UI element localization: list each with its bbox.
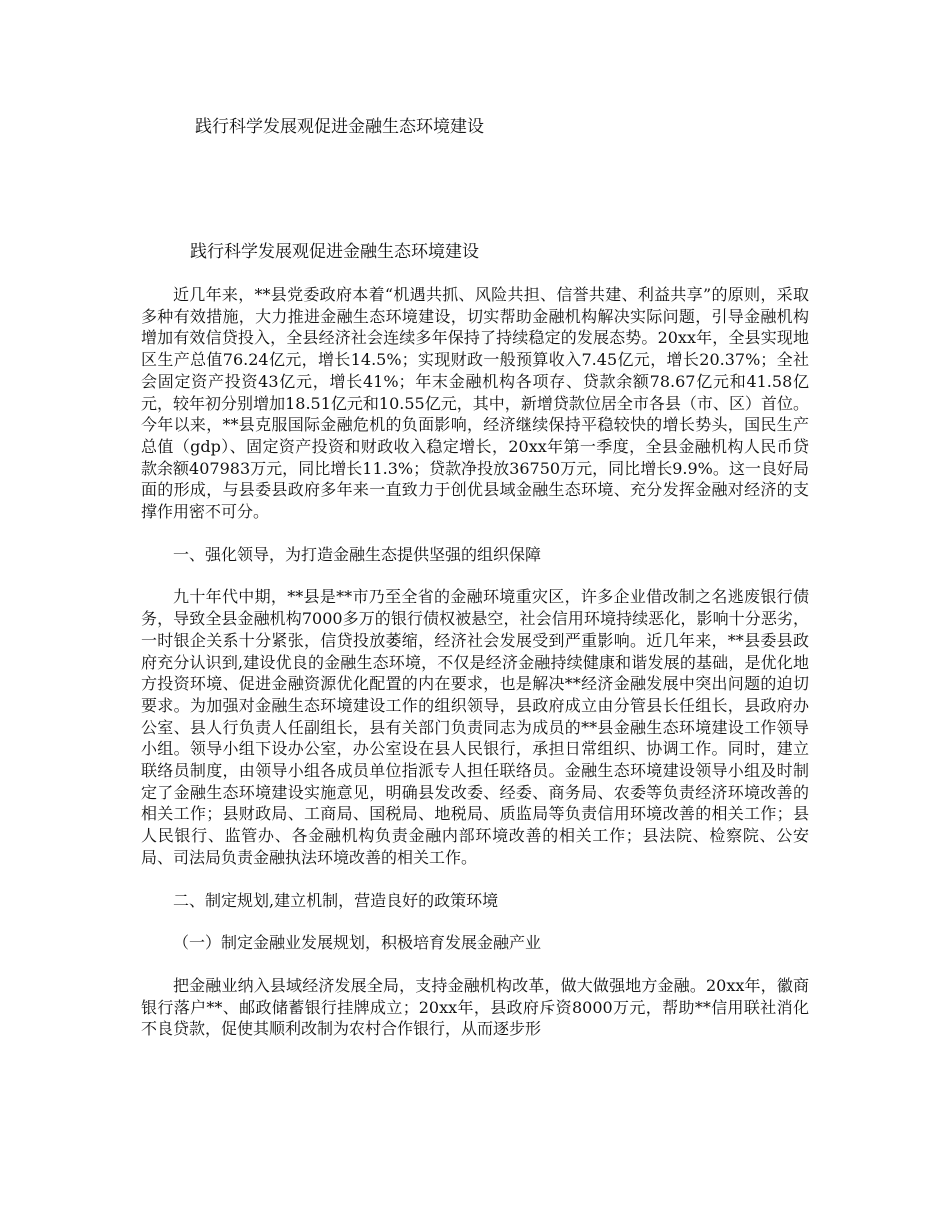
paragraph-intro: 近几年来，**县党委政府本着“机遇共抓、风险共担、信誉共建、利益共享”的原则，采取多种有效措施，大力推进金融生态环境建设，切实帮助金融机构解决实际问题，引导金融机构增加有效信贷投入，全县经济社会连续多年保持了持续稳定的发展态势。20xx年，全县实现地区生产总值76.24亿元，增长14.5%；实现财政一般预算收入7.45亿元，增长20.37%；全社会固定资产投资43亿元，增长41%；年末金融机构各项存、贷款余额78.67亿元和41.58亿元，较年初分别增加18.51亿元和10.55亿元，其中，新增贷款位居全市各县（市、区）首位。今年以来，**县克服国际金融危机的负面影响，经济继续保持平稳较快的增长势头，国民生产总值（gdp）、固定资产投资和财政收入稳定增长，20xx年第一季度，全县金融机构人民币贷款余额407983万元，同比增长11.3%；贷款净投放36750万元，同比增长9.9%。这一良好局面的形成，与县委县政府多年来一直致力于创优县域金融生态环境、充分发挥金融对经济的支撑作用密不可分。 [141,285,809,522]
subsection-heading-1: （一）制定金融业发展规划，积极培育发展金融产业 [173,933,542,953]
paragraph-gap [141,911,809,932]
paragraph-subsection-1: 把金融业纳入县域经济发展全局，支持金融机构改革，做大做强地方金融。20xx年，徽商银行落户**、邮政储蓄银行挂牌成立；20xx年，县政府斥资8000万元，帮助**信用联社消化不良贷款，促使其顺利改制为农村合作银行，从而逐步形 [141,975,809,1039]
section-heading-2: 二、制定规划,建立机制，营造良好的政策环境 [173,890,499,910]
document-body [141,284,809,1040]
document-title-main: 践行科学发展观促进金融生态环境建设 [190,242,479,262]
section-heading-1: 一、强化领导，为打造金融生态提供坚强的组织保障 [173,544,542,564]
paragraph-gap [141,565,809,586]
paragraph-section-1: 九十年代中期，**县是**市乃至全省的金融环境重灾区，许多企业借改制之名逃废银行债务，导致全县金融机构7000多万的银行债权被悬空，社会信用环境持续恶化，影响十分恶劣，一时银企关系十分紧张，信贷投放萎缩，经济社会发展受到严重影响。近几年来，**县委县政府充分认识到,建设优良的金融生态环境，不仅是经济金融持续健康和谐发展的基础，是优化地方投资环境、促进金融资源优化配置的内在要求，也是解决**经济金融发展中突出问题的迫切要求。为加强对金融生态环境建设工作的组织领导，县政府成立由分管县长任组长，县政府办公室、县人行负责人任副组长，县有关部门负责同志为成员的**县金融生态环境建设工作领导小组。领导小组下设办公室，办公室设在县人民银行，承担日常组织、协调工作。同时，建立联络员制度，由领导小组各成员单位指派专人担任联络员。金融生态环境建设领导小组及时制定了金融生态环境建设实施意见，明确县发改委、经委、商务局、农委等负责经济环境改善的相关工作；县财政局、工商局、国税局、地税局、质监局等负责信用环境改善的相关工作；县人民银行、监管办、各金融机构负责金融内部环境改善的相关工作；县法院、检察院、公安局、司法局负责金融执法环境改善的相关工作。 [141,587,809,867]
paragraph-gap [141,869,809,890]
paragraph-gap [141,954,809,975]
document-title-top: 践行科学发展观促进金融生态环境建设 [195,117,484,137]
paragraph-gap [141,523,809,544]
